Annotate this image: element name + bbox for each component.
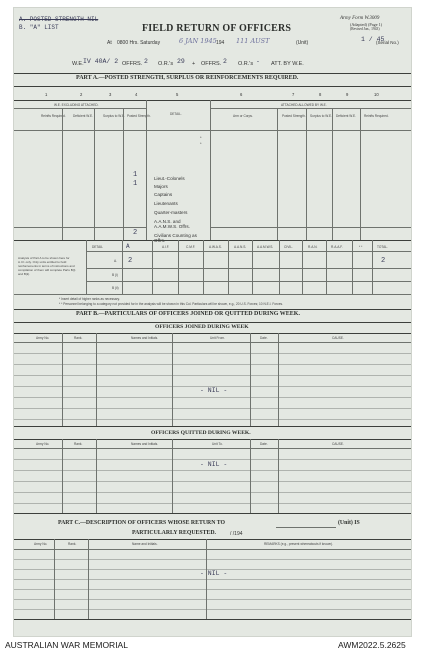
divider <box>14 513 411 514</box>
analysis-head-cmf: C.M.F. <box>186 245 196 249</box>
rank-aans: A.A.N.S. and A.A.M.W.S. Offrs. <box>154 219 190 230</box>
divider <box>94 108 95 240</box>
divider <box>278 439 279 513</box>
year-label: 194 <box>216 40 225 46</box>
joined-nil: - NIL - <box>200 387 228 394</box>
unit-blank-line <box>276 527 336 528</box>
divider <box>372 240 373 294</box>
rank-civilians: Civilians Counting as <box>154 233 197 238</box>
col-head-posted: Posted Strength. <box>127 114 151 118</box>
typed-line-a: A. POSTED STRENGTH NIL <box>19 16 99 23</box>
posted-total: 2 <box>133 229 138 237</box>
part-c-title: PART C.—DESCRIPTION OF OFFICERS WHOSE RETURN TO <box>58 520 226 526</box>
page-title: FIELD RETURN OF OFFICERS <box>142 23 292 34</box>
divider <box>86 240 87 294</box>
divider <box>146 100 147 240</box>
divider <box>326 240 327 294</box>
offrs-label: OFFRS. <box>122 61 143 67</box>
analysis-head-raaf: R.A.A.F. <box>331 245 343 249</box>
row-line <box>14 470 411 471</box>
analysis-row-b-i: B (i) <box>112 273 118 277</box>
divider <box>14 439 411 440</box>
divider <box>210 100 211 240</box>
joined-head-unit-from: Unit From. <box>210 336 225 340</box>
joined-head-army-no: Army No. <box>36 336 50 340</box>
we-label: W.E. <box>72 61 84 67</box>
divider <box>277 108 278 240</box>
col-head-surplus: Surplus to W.E. <box>103 114 125 118</box>
offrs2-label: OFFRS. <box>201 61 222 67</box>
col-num-4: 4 <box>135 92 138 97</box>
analysis-head-aif: A.I.F. <box>162 245 170 249</box>
row-line <box>14 397 411 398</box>
date-blank: / /194 <box>230 531 243 537</box>
row-line <box>14 353 411 354</box>
quitted-head-rank: Rank. <box>74 442 83 446</box>
posted-value-2: 1 <box>133 180 138 188</box>
divider <box>14 426 411 427</box>
divider <box>86 281 411 282</box>
divider <box>96 333 97 426</box>
analysis-head-other: * * <box>359 245 363 249</box>
row-line <box>14 503 411 504</box>
divider <box>62 439 63 513</box>
divider <box>14 227 146 228</box>
divider <box>62 108 63 240</box>
divider <box>14 100 411 101</box>
unit-label: (Unit) <box>296 40 309 46</box>
footer-source: AUSTRALIAN WAR MEMORIAL <box>5 640 128 650</box>
footnote-2: * * Personnel belonging to a category not provided for in the analysis will be shown in this Col. Particulars will be shown, e.g., 20 U.S. Forces; 10 N.E.I. Forces. <box>59 302 283 306</box>
divider <box>86 251 411 252</box>
divider <box>122 240 123 294</box>
analysis-total-value: 2 <box>381 257 386 265</box>
quitted-nil: - NIL - <box>200 461 228 468</box>
ors2-value: - <box>256 58 260 65</box>
col-num-10: 10 <box>374 92 379 97</box>
divider <box>14 448 411 449</box>
row-line <box>14 364 411 365</box>
divider <box>123 108 124 240</box>
divider <box>86 268 411 269</box>
quitted-head-name: Names and Initials. <box>131 442 159 446</box>
divider <box>210 227 411 228</box>
divider <box>206 539 207 619</box>
row-line <box>14 579 411 580</box>
analysis-head-detail: DETAIL <box>92 245 103 249</box>
plus-sign: + <box>192 61 196 67</box>
divider <box>54 539 55 619</box>
rank-lt-col: Lieut.-Colonels <box>154 176 185 181</box>
row-line <box>14 375 411 376</box>
rank-captains: Captains <box>154 192 173 197</box>
quitted-head-cause: CAUSE. <box>332 442 344 446</box>
quitted-head-army-no: Army No. <box>36 442 50 446</box>
divider <box>352 240 353 294</box>
footer-accession: AWM2022.5.2625 <box>338 640 406 650</box>
row-line <box>14 492 411 493</box>
divider <box>228 240 229 294</box>
divider <box>14 108 146 109</box>
analysis-head-total: TOTAL. <box>377 245 388 249</box>
part-c-head-name: Name and Initials. <box>132 542 158 546</box>
divider <box>14 342 411 343</box>
joined-head-rank: Rank. <box>74 336 83 340</box>
part-a-title: PART A.—POSTED STRENGTH, SURPLUS OR REINFORCEMENTS REQUIRED. <box>76 75 299 81</box>
part-c-nil: - NIL - <box>200 570 228 577</box>
adapted-label: (Adapted) (Page 1) <box>350 22 383 27</box>
posted-value-1: 1 <box>133 171 138 179</box>
divider <box>172 439 173 513</box>
row-line <box>14 559 411 560</box>
rank-asterisk: * <box>200 141 202 146</box>
offrs2-value: 2 <box>223 58 227 65</box>
divider <box>14 549 411 550</box>
analysis-head-civil: CIVIL. <box>284 245 293 249</box>
part-c-head-remarks: REMARKS (e.g., present whereabouts if known). <box>264 542 334 546</box>
part-c-head-rank: Rank. <box>68 542 77 546</box>
detail-head: DETAIL. <box>170 112 182 116</box>
col-num-5: 5 <box>176 92 179 97</box>
revised-label: (Revised Jan., 1943) <box>350 27 380 31</box>
joined-head-date: Date. <box>260 336 268 340</box>
quitted-head-unit-to: Unit To. <box>212 442 223 446</box>
divider <box>88 539 89 619</box>
divider <box>14 619 411 620</box>
divider <box>14 86 411 87</box>
row-line <box>14 589 411 590</box>
ors-label: O.R.'s <box>158 61 174 67</box>
col-num-6: 6 <box>240 92 243 97</box>
divider <box>14 322 411 323</box>
divider <box>14 539 411 540</box>
analysis-row-b-ii: B (ii) <box>112 286 119 290</box>
footnote-1: * Insert detail of higher ranks as necessary. <box>59 297 120 301</box>
divider <box>360 108 361 240</box>
ors2-label: O.R.'s <box>238 61 254 67</box>
quitted-title: OFFICERS QUITTED DURING WEEK. <box>151 430 251 436</box>
divider <box>332 108 333 240</box>
row-line <box>14 609 411 610</box>
offrs-value: 2 <box>144 58 148 65</box>
col-head-deficient: Deficient W.E. <box>73 114 94 118</box>
handwritten-date: 6 JAN 1945 <box>179 37 217 45</box>
row-line <box>14 408 411 409</box>
col-head-deficient-2: Deficient W.E. <box>336 114 357 118</box>
row-line <box>14 459 411 460</box>
unit-is-label: (Unit) IS <box>338 520 360 526</box>
row-line <box>14 599 411 600</box>
col-num-2: 2 <box>80 92 83 97</box>
divider <box>14 333 411 334</box>
divider <box>279 240 280 294</box>
analysis-head-a: A <box>126 243 130 250</box>
rank-lieutenants: Lieutenants <box>154 201 178 206</box>
analysis-head-aans: A.A.N.S. <box>234 245 247 249</box>
col-num-8: 8 <box>319 92 322 97</box>
part-b-title: PART B.—PARTICULARS OF OFFICERS JOINED OR QUITTED DURING WEEK. <box>76 311 300 317</box>
divider <box>178 240 179 294</box>
col-num-1: 1 <box>45 92 48 97</box>
analysis-head-aamws: A.A.M.W.S. <box>257 245 274 249</box>
particularly-label: PARTICULARLY REQUESTED. <box>132 530 216 536</box>
serial-label: (Serial No.) <box>376 40 399 45</box>
hrs-label: 0800 Hrs. Saturday <box>117 40 161 46</box>
army-form-label: Army Form W.3009 <box>340 16 380 21</box>
typed-line-b: B. "A" LIST <box>19 24 59 31</box>
we-excluding-attached: W.E. EXCLUDING ATTACHED. <box>54 103 99 107</box>
ors-value: 29 <box>177 58 185 65</box>
col-head-reinfts: Reinfts Required. <box>41 114 66 118</box>
divider <box>278 333 279 426</box>
divider <box>306 108 307 240</box>
serial-number: 1 / 45 <box>361 36 385 43</box>
row-line <box>14 481 411 482</box>
col-num-7: 7 <box>292 92 295 97</box>
divider <box>96 439 97 513</box>
analysis-head-awas: A.W.A.S. <box>209 245 222 249</box>
quitted-head-date: Date. <box>260 442 268 446</box>
divider <box>14 130 411 131</box>
col-head-arm: Arm or Corps. <box>233 114 253 118</box>
divider <box>152 240 153 294</box>
divider <box>203 240 204 294</box>
divider <box>14 73 411 74</box>
divider <box>172 333 173 426</box>
analysis-a-value: 2 <box>128 257 133 265</box>
joined-head-cause: CAUSE. <box>332 336 344 340</box>
divider <box>14 294 411 295</box>
divider <box>250 439 251 513</box>
col-num-9: 9 <box>346 92 349 97</box>
col-head-surplus-2: Surplus to W.E. <box>310 114 332 118</box>
divider <box>62 333 63 426</box>
rank-asterisk: * <box>200 135 202 140</box>
handwritten-unit: 111 AUST <box>236 37 270 45</box>
col-head-reinfts-2: Reinfts Required. <box>364 114 389 118</box>
divider <box>210 108 411 109</box>
col-num-3: 3 <box>109 92 112 97</box>
row-line <box>14 419 411 420</box>
rank-qm: Quarter-masters <box>154 210 188 215</box>
rank-majors: Majors <box>154 184 168 189</box>
at-label: At <box>107 40 112 46</box>
divider <box>14 309 411 310</box>
divider <box>302 240 303 294</box>
analysis-row-a: A. <box>114 259 118 263</box>
divider <box>250 333 251 426</box>
part-c-head-army-no: Army No. <box>34 542 48 546</box>
analysis-note: Analysis of Part A to be shown here for A.I.F. only. Only units entitled to hold reinforcements in terms of instructions and compilation of them will complete Parts B(i) and B(ii). <box>18 256 76 276</box>
attached-allowed: ATTACHED ALLOWED BY W.E. <box>281 103 327 107</box>
form-sheet <box>14 8 411 636</box>
we-value: IV 40A/ 2 <box>83 58 119 65</box>
att-label: ATT. BY W.E. <box>271 61 304 67</box>
joined-head-name: Names and Initials. <box>131 336 159 340</box>
divider <box>252 240 253 294</box>
joined-title: OFFICERS JOINED DURING WEEK <box>155 324 249 330</box>
col-head-posted-2: Posted Strength. <box>282 114 306 118</box>
analysis-head-ran: R.A.N. <box>308 245 318 249</box>
